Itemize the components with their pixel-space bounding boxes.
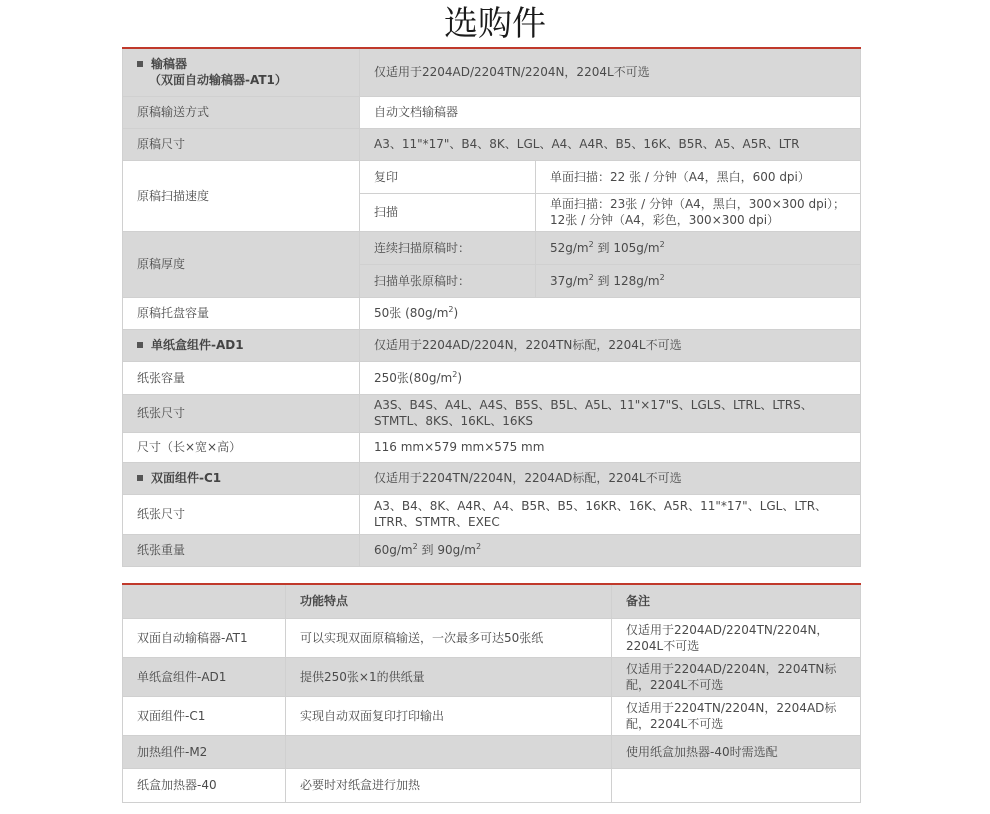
cell-feature (286, 735, 612, 768)
square-bullet-icon (137, 61, 143, 67)
sub-label: 扫描 (360, 193, 536, 231)
section-title: 双面组件-C1 (151, 471, 222, 485)
cell-name: 单纸盒组件-AD1 (123, 657, 286, 696)
row-label: 原稿扫描速度 (123, 160, 360, 231)
sub-label: 扫描单张原稿时： (360, 264, 536, 297)
table-row (123, 160, 861, 193)
section-note: 仅适用于2204TN/2204N，2204AD标配，2204L不可选 (360, 462, 861, 494)
square-bullet-icon (137, 475, 143, 481)
cell-name: 加热组件-M2 (123, 735, 286, 768)
table-row (123, 534, 861, 566)
table-row (123, 657, 861, 696)
section-note: 仅适用于2204AD/2204N，2204TN标配，2204L不可选 (360, 329, 861, 361)
section-header-c1 (123, 462, 861, 494)
table-row (123, 394, 861, 432)
square-bullet-icon (137, 342, 143, 348)
cell-name: 双面自动输稿器-AT1 (123, 618, 286, 657)
row-value: 116 mm×579 mm×575 mm (360, 432, 861, 462)
section-header-at1 (123, 48, 861, 96)
header-cell: 备注 (612, 584, 861, 618)
table-row (123, 618, 861, 657)
section-subtitle: （双面自动输稿器-AT1） (149, 73, 287, 88)
table-row (123, 96, 861, 128)
cell-feature: 可以实现双面原稿输送，一次最多可达50张纸 (286, 618, 612, 657)
header-cell (123, 584, 286, 618)
row-label: 尺寸（长×宽×高） (123, 432, 360, 462)
cell-note: 仅适用于2204AD/2204TN/2204N，2204L不可选 (612, 618, 861, 657)
section-header-ad1 (123, 329, 861, 361)
row-label: 纸张重量 (123, 534, 360, 566)
table-row (123, 361, 861, 394)
row-label: 纸张尺寸 (123, 494, 360, 534)
cell-note: 仅适用于2204AD/2204N，2204TN标配，2204L不可选 (612, 657, 861, 696)
row-value: 自动文档输稿器 (360, 96, 861, 128)
header-cell: 功能特点 (286, 584, 612, 618)
cell-feature: 实现自动双面复印打印输出 (286, 696, 612, 735)
sub-label: 复印 (360, 160, 536, 193)
cell-note (612, 768, 861, 802)
table-row (123, 768, 861, 802)
table-row (123, 231, 861, 264)
row-value: A3S、B4S、A4L、A4S、B5S、B5L、A5L、11"×17"S、LGLS、LTRL、LTRS、STMTL、8KS、16KL、16KS (360, 394, 861, 432)
table-row (123, 735, 861, 768)
table-row (123, 494, 861, 534)
section-title: 输稿器 (151, 57, 188, 72)
row-value: $60g/m^2$ 到 $90g/m^2$ (360, 534, 861, 566)
cell-note: 仅适用于2204TN/2204N，2204AD标配，2204L不可选 (612, 696, 861, 735)
row-value: 250张$(80g/m^2)$ (360, 361, 861, 394)
table-row (123, 128, 861, 160)
row-label: 原稿尺寸 (123, 128, 360, 160)
table-row (123, 432, 861, 462)
sub-value: $37g/m^2$ 到 $128g/m^2$ (536, 264, 861, 297)
section-title: 单纸盒组件-AD1 (151, 338, 244, 352)
table-header-row (123, 584, 861, 618)
sub-label: 连续扫描原稿时： (360, 231, 536, 264)
sub-value: 单面扫描：22 张 / 分钟（A4，黑白，600 dpi） (536, 160, 861, 193)
cell-feature: 必要时对纸盒进行加热 (286, 768, 612, 802)
row-label: 原稿输送方式 (123, 96, 360, 128)
cell-note: 使用纸盒加热器-40时需选配 (612, 735, 861, 768)
spec-table (122, 47, 861, 567)
cell-name: 纸盒加热器-40 (123, 768, 286, 802)
section-note: 仅适用于2204AD/2204TN/2204N，2204L不可选 (360, 48, 861, 96)
cell-name: 双面组件-C1 (123, 696, 286, 735)
sub-value: 单面扫描：23张 / 分钟（A4，黑白，300×300 dpi）；12张 / 分钟（A4，彩色，300×300 dpi） (536, 193, 861, 231)
row-value: 50张 $(80g/m^2)$ (360, 297, 861, 329)
row-value: A3、11"*17"、B4、8K、LGL、A4、A4R、B5、16K、B5R、A5、A5R、LTR (360, 128, 861, 160)
row-label: 原稿托盘容量 (123, 297, 360, 329)
row-label: 纸张尺寸 (123, 394, 360, 432)
table-row (123, 696, 861, 735)
table-row (123, 297, 861, 329)
cell-feature: 提供250张×1的供纸量 (286, 657, 612, 696)
sub-value: $52g/m^2$ 到 $105g/m^2$ (536, 231, 861, 264)
row-label: 原稿厚度 (123, 231, 360, 297)
page-title: 选购件 (444, 4, 546, 44)
row-value: A3、B4、8K、A4R、A4、B5R、B5、16KR、16K、A5R、11"*17"、LGL、LTR、LTRR、STMTR、EXEC (360, 494, 861, 534)
feature-table (122, 583, 861, 803)
row-label: 纸张容量 (123, 361, 360, 394)
